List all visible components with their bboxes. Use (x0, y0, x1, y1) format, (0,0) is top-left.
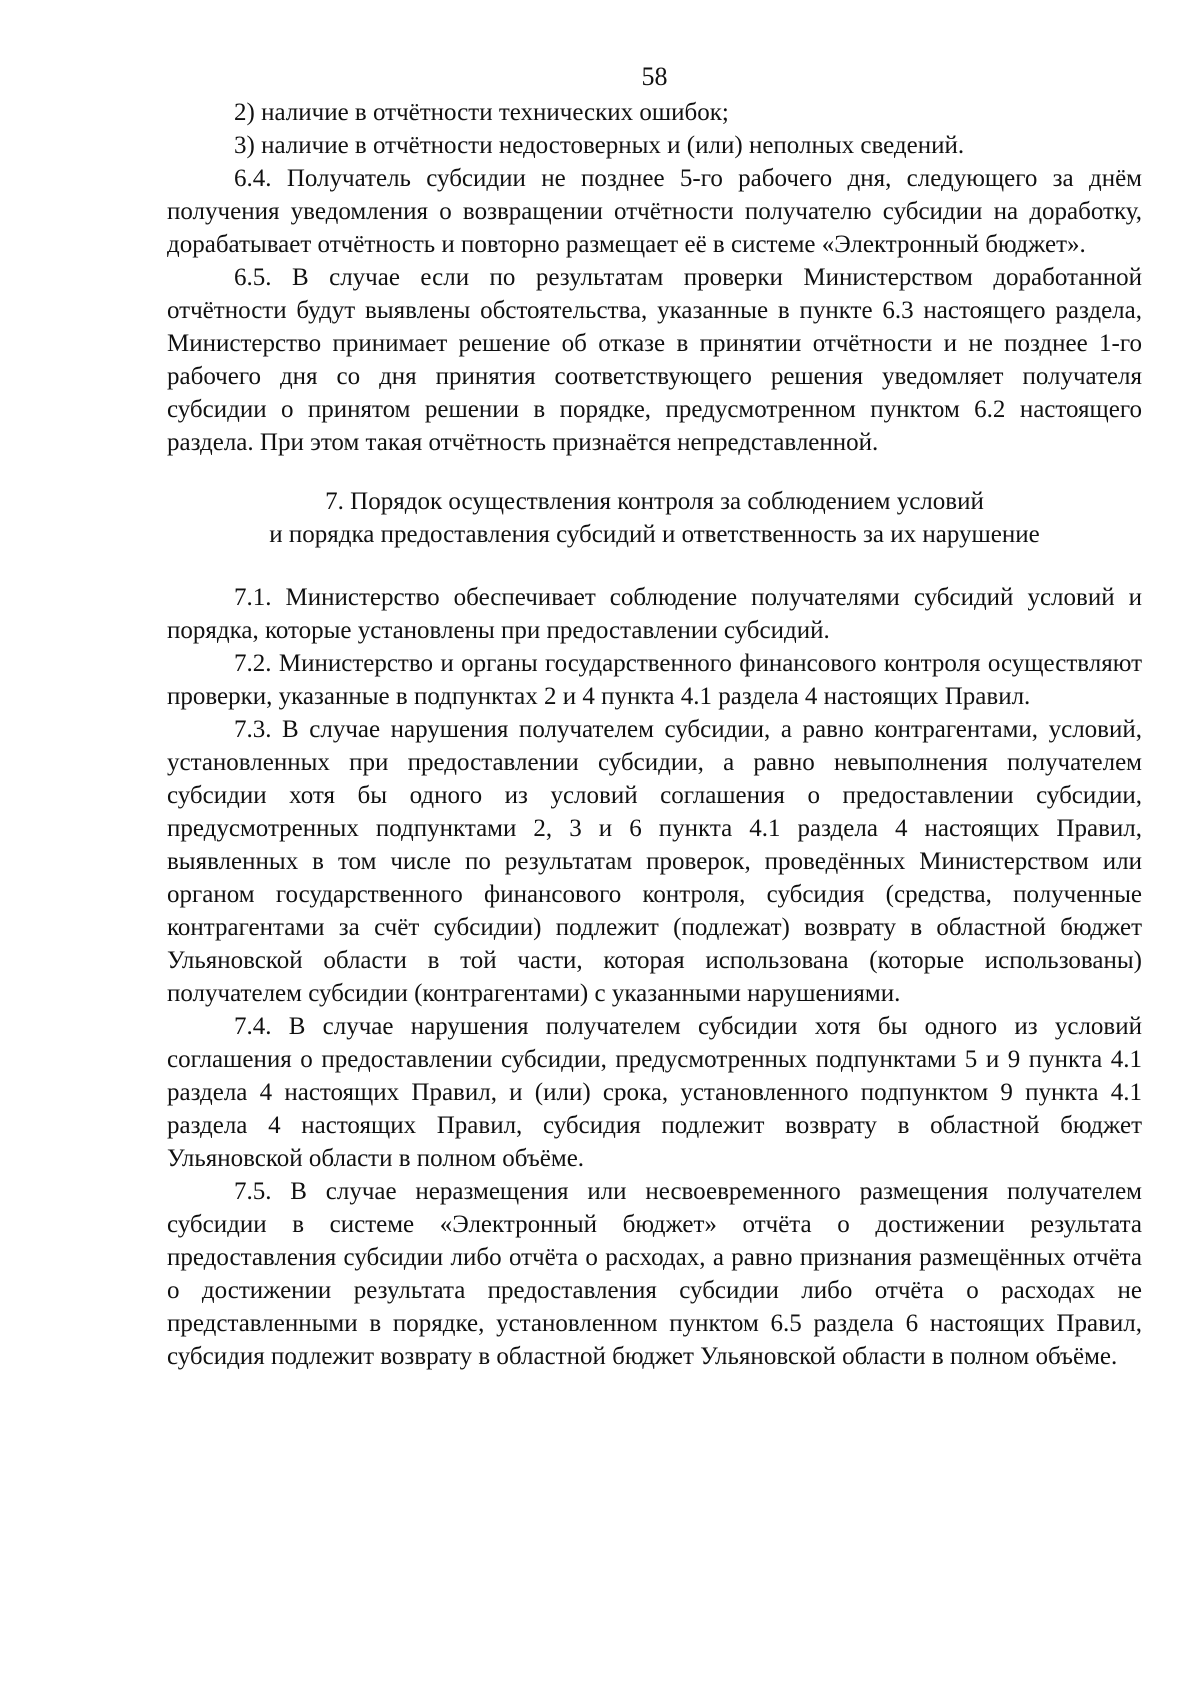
page-number: 58 (641, 62, 668, 91)
paragraph-7-3: 7.3. В случае нарушения получателем субсидии, а равно контрагентами, условий, установленных при предоставлении субсидии, а равно невыполнения получателем субсидии хотя бы одного из условий соглашения о предоставлении субсидии, предусмотренных подпунктами 2, 3 и 6 пункта 4.1 раздела 4 настоящих Правил, выявленных в том числе по результатам проверок, проведённых Министерством или органом государственного финансового контроля, субсидия (средства, полученные контрагентами за счёт субсидии) подлежит (подлежат) возврату в областной бюджет Ульяновской области в той части, которая использована (которые использованы) получателем субсидии (контрагентами) с указанными нарушениями. (167, 716, 1142, 1007)
paragraph-6-5: 6.5. В случае если по результатам проверки Министерством доработанной отчётности будут выявлены обстоятельства, указанные в пункте 6.3 настоящего раздела, Министерство принимает решение об отказе в принятии отчётности и не позднее 1-го рабочего дня со дня принятия соответствующего решения уведомляет получателя субсидии о принятом решении в порядке, предусмотренном пунктом 6.2 настоящего раздела. При этом такая отчётность признаётся непредставленной. (167, 264, 1142, 456)
section-7-heading-line-2: и порядка предоставления субсидий и ответственность за их нарушение (269, 521, 1040, 548)
paragraph-7-4: 7.4. В случае нарушения получателем субсидии хотя бы одного из условий соглашения о предоставлении субсидии, предусмотренных подпунктами 5 и 9 пункта 4.1 раздела 4 настоящих Правил, и (или) срока, установленного подпунктом 9 пункта 4.1 раздела 4 настоящих Правил, субсидия подлежит возврату в областной бюджет Ульяновской области в полном объёме. (167, 1013, 1142, 1172)
section-7-heading (167, 485, 1142, 551)
paragraph-7-1: 7.1. Министерство обеспечивает соблюдение получателями субсидий условий и порядка, которые установлены при предоставлении субсидий. (167, 584, 1142, 644)
paragraph-7-5: 7.5. В случае неразмещения или несвоевременного размещения получателем субсидии в системе «Электронный бюджет» отчёта о достижении результата предоставления субсидии либо отчёта о расходах, а равно признания размещённых отчёта о достижении результата предоставления субсидии либо отчёта о расходах не представленными в порядке, установленном пунктом 6.5 раздела 6 настоящих Правил, субсидия подлежит возврату в областной бюджет Ульяновской области в полном объёме. (167, 1178, 1142, 1370)
paragraph-7-2: 7.2. Министерство и органы государственного финансового контроля осуществляют проверки, указанные в подпунктах 2 и 4 пункта 4.1 раздела 4 настоящих Правил. (167, 650, 1142, 710)
paragraph-6-4: 6.4. Получатель субсидии не позднее 5-го рабочего дня, следующего за днём получения уведомления о возвращении отчётности получателю субсидии на доработку, дорабатывает отчётность и повторно размещает её в системе «Электронный бюджет». (167, 165, 1142, 258)
section-7-heading-line-1: 7. Порядок осуществления контроля за соблюдением условий (325, 488, 984, 515)
paragraph-item-2: 2) наличие в отчётности технических ошибок; (234, 99, 729, 126)
paragraph-item-3: 3) наличие в отчётности недостоверных и (или) неполных сведений. (234, 132, 965, 159)
document-page (167, 60, 1142, 1373)
